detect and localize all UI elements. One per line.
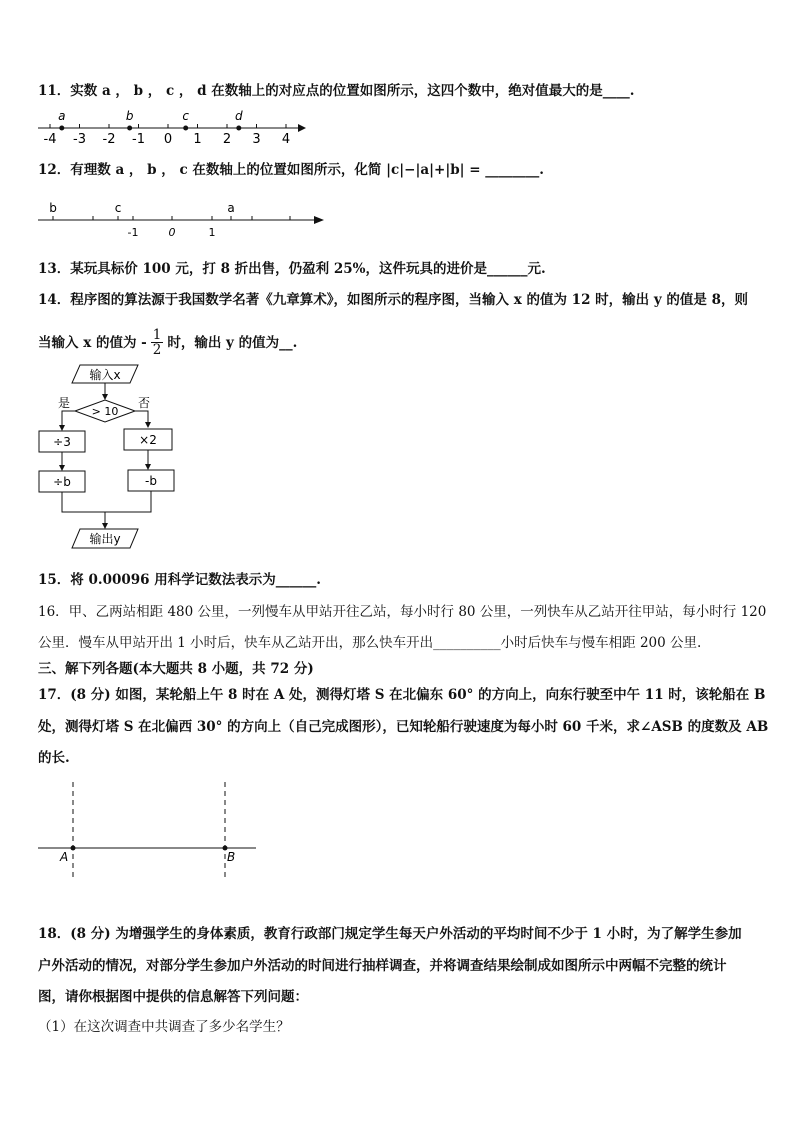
q16-text-line1: 16．甲、乙两站相距 480 公里，一列慢车从甲站开往乙站，每小时行 80 公里，一列快车从乙站开往甲站，每小时行 120 — [38, 604, 767, 620]
q14-line2-pre: 当输入 x 的值为 - — [38, 334, 147, 351]
q17-text-line2: 处，测得灯塔 S 在北偏西 30° 的方向上（自己完成图形），已知轮船行驶速度为每小时 60 千米，求∠ASB 的度数及 AB — [38, 719, 769, 735]
flow-no-op1-label: ×2 — [139, 433, 157, 447]
q12-point-label-c: c — [114, 201, 122, 215]
q11-point-label: a — [58, 109, 66, 123]
label-a: A — [60, 850, 69, 864]
q17-text-line1: 17．(8 分) 如图，某轮船上午 8 时在 A 处，测得灯塔 S 在北偏东 60° 的方向上，向东行驶至中午 11 时，该轮船在 B — [38, 687, 766, 703]
q14-text-line2 — [38, 328, 297, 357]
q18-sub1: （1）在这次调查中共调查了多少名学生？ — [38, 1019, 290, 1035]
q15-text: 15．将 0.00096 用科学记数法表示为______. — [38, 572, 321, 588]
flow-no-label: 否 — [138, 396, 151, 410]
q11-point-label: d — [234, 109, 243, 123]
q11-tick-label: 2 — [222, 132, 232, 147]
q11-text: 11．实数 a ， b ， c ， d 在数轴上的对应点的位置如图所示，这四个数中，绝对值最大的是____. — [38, 83, 635, 99]
q17-text-line3: 的长. — [38, 750, 70, 766]
q12-tick-label: 0 — [168, 226, 176, 239]
q11-tick-label: -1 — [132, 132, 145, 147]
q11-tick-label: -3 — [73, 132, 86, 147]
q12-tick-label: -1 — [127, 226, 139, 239]
flow-yes-op2-label: ÷b — [53, 475, 71, 489]
q18-text-line2: 户外活动的情况，对部分学生参加户外活动的时间进行抽样调查，并将调查结果绘制成如图所示中两幅不完整的统计 — [38, 958, 727, 974]
section-3-heading: 三、解下列各题(本大题共 8 小题，共 72 分) — [38, 661, 314, 677]
q11-tick-label: 0 — [163, 132, 173, 147]
flow-yes-label: 是 — [58, 396, 71, 410]
flow-no-op2-label: -b — [145, 474, 157, 488]
q11-number-line — [0, 100, 794, 150]
q14-fraction — [151, 328, 164, 357]
flow-decision-label: > 10 — [91, 405, 119, 418]
q12-text: 12．有理数 a ， b ， c 在数轴上的位置如图所示，化简 |c|−|a|+|b| = ________. — [38, 162, 544, 178]
q14-frac-den: 2 — [152, 342, 162, 358]
q13-text: 13．某玩具标价 100 元，打 8 折出售，仍盈利 25%，这件玩具的进价是______元. — [38, 261, 546, 277]
flow-output-label: 输出y — [89, 532, 121, 546]
label-b: B — [227, 850, 236, 864]
q11-point-label: b — [125, 109, 134, 123]
q14-line2-post: 时，输出 y 的值为__. — [167, 334, 298, 351]
q14-flowchart — [0, 360, 200, 560]
flow-yes-op1-label: ÷3 — [53, 435, 71, 449]
q11-tick-label: -2 — [102, 132, 116, 147]
q11-point-b — [127, 126, 132, 131]
q11-tick-label: 4 — [281, 132, 291, 147]
flow-input-label: 输入x — [89, 368, 121, 382]
q11-point-a — [59, 126, 64, 131]
q11-tick-label: 3 — [252, 132, 261, 147]
q11-point-c — [183, 126, 188, 131]
q12-point-label-b: b — [49, 201, 57, 215]
q11-point-label: c — [182, 109, 190, 123]
q14-text-line1: 14．程序图的算法源于我国数学名著《九章算术》，如图所示的程序图，当输入 x 的值为 12 时，输出 y 的值是 8，则 — [38, 292, 749, 308]
q12-point-label-a: a — [227, 201, 235, 215]
point-a — [71, 846, 76, 851]
q18-text-line3: 图，请你根据图中提供的信息解答下列问题： — [38, 989, 308, 1005]
q11-point-d — [236, 126, 241, 131]
q16-text-line2: 公里．慢车从甲站开出 1 小时后，快车从乙站开出，那么快车开出__________小时后快车与慢车相距 200 公里. — [38, 635, 702, 651]
q12-tick-label: 1 — [208, 226, 216, 239]
q14-frac-num: 1 — [152, 327, 162, 343]
q17-figure — [0, 780, 300, 880]
q11-tick-label: -4 — [43, 132, 57, 147]
q12-number-line — [0, 195, 794, 240]
q18-text-line1: 18．(8 分) 为增强学生的身体素质，教育行政部门规定学生每天户外活动的平均时间不少于 1 小时，为了解学生参加 — [38, 926, 742, 942]
q11-tick-label: 1 — [193, 132, 202, 147]
